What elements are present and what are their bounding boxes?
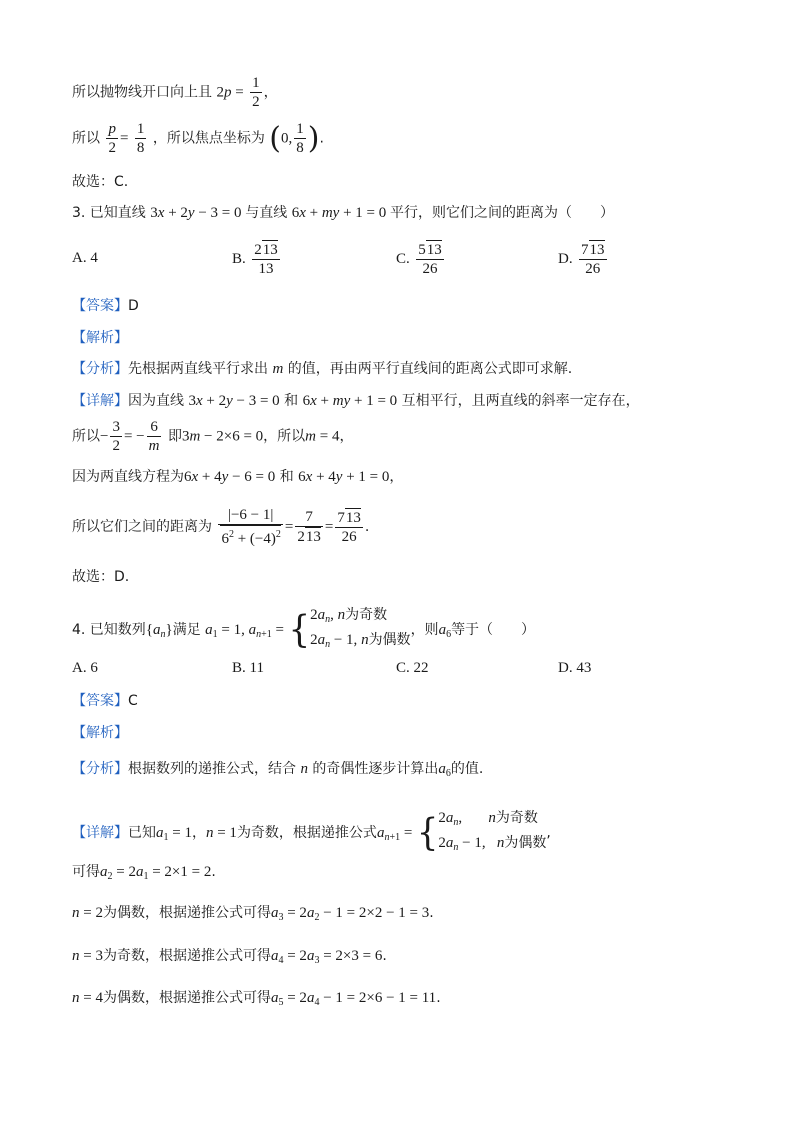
text: 可得 <box>72 864 100 880</box>
text: 的值，再由两平行直线间的距离公式即可求解. <box>287 361 573 377</box>
text: ，所以焦点坐标为 <box>152 130 265 147</box>
answer-value: C <box>128 693 138 709</box>
analysis-line: 【分析】先根据两直线平行求出 m 的值，再由两平行直线间的距离公式即可求解. <box>72 361 573 377</box>
answer-value: D <box>128 298 139 314</box>
detail-line: 【详解】因为直线 3x + 2y − 3 = 0 和 6x + my + 1 = 0 互相平行，且两直线的斜率一定存在， <box>72 393 640 409</box>
text: 为偶数，根据递推公式可得 <box>102 905 271 921</box>
text: 因为两直线方程为 <box>72 469 184 485</box>
jiexi-label: 【解析】 <box>72 725 128 741</box>
text-line: 所以抛物线开口向上且 2p = $\frac{1}{2}$ ， <box>72 75 278 110</box>
option-b: B. 11 <box>232 660 264 676</box>
text-line: n = 4为偶数，根据递推公式可得$a_5 = 2a_4 - 1 = 2\times 6 - 1 = 11$. <box>72 990 441 1008</box>
option-c: C. $\frac{513}{26}$ <box>396 242 442 277</box>
text: 所以 <box>72 130 100 147</box>
text: 为偶数，根据递推公式可得 <box>102 990 271 1006</box>
fraction: $\frac{1}{8}$ <box>296 121 304 156</box>
jiexi-line <box>72 328 128 348</box>
text: 所以抛物线开口向上且 <box>72 84 212 101</box>
text: 所以 <box>72 428 100 445</box>
question-3: 3. 已知直线 3x + 2y − 3 = 0 与直线 6x + my + 1 = 0 平行，则它们之间的距离为（ ） <box>72 205 615 221</box>
detail-label: 【详解】 <box>72 825 128 841</box>
text: 根据数列的递推公式，结合 <box>128 761 296 777</box>
fraction: $\frac{1}{2}$ <box>252 75 260 110</box>
question-4: 4. 已知数列$\{a_n\}$满足 $a_1 = 1$, $a_{n+1}$ = { $2a_n$, n为奇数 $2a_n - 1$, n为偶数 ，则$a_6$等于（ ） <box>72 607 536 652</box>
fraction: $\frac{p}{2}$ <box>108 121 116 156</box>
jiexi-line <box>72 723 128 743</box>
fraction: $\frac{1}{8}$ <box>136 121 145 156</box>
text-line: 可得$a_2 = 2a_1 = 2\times 1 = 2$. <box>72 864 216 882</box>
text: 先根据两直线平行求出 <box>128 361 268 377</box>
option-c: C. 22 <box>396 660 429 676</box>
jiexi-label: 【解析】 <box>72 330 128 346</box>
text-line: 故选：C. <box>72 174 129 190</box>
text: 已知 <box>128 825 156 841</box>
analysis-label: 【分析】 <box>72 361 128 377</box>
text: 为奇数，根据递推公式 <box>236 825 377 841</box>
detail-label: 【详解】 <box>72 393 128 409</box>
option-a: A. 6 <box>72 660 98 676</box>
text: 的奇偶性逐步计算出 <box>312 761 439 777</box>
text-line: 所以它们之间的距离为 $\frac{|-6 - 1|}{6^2 + (-4)^2}$ = $\frac{7}{213}$ = $\frac{713}{26}$ . <box>72 507 370 547</box>
text: ，所以 <box>263 428 306 445</box>
analysis-label: 【分析】 <box>72 761 128 777</box>
text-line: 所以− $\frac{3}{2}$ = − $\frac{6}{m}$ 即3m − 2×6 = 0，所以m = 4， <box>72 419 354 454</box>
option-a: A. 4 <box>72 250 98 266</box>
text-line: 故选：D. <box>72 569 130 585</box>
analysis-line: 【分析】根据数列的递推公式，结合 n 的奇偶性逐步计算出$a_6$的值. <box>72 761 484 779</box>
option-b: B. $\frac{213}{13}$ <box>232 242 278 277</box>
text: ，则 <box>410 622 439 638</box>
text: 和 <box>279 469 294 485</box>
text: 因为直线 <box>128 393 184 409</box>
text: 与直线 <box>245 205 288 221</box>
text: 为奇数，根据递推公式可得 <box>102 948 271 964</box>
answer-label: 【答案】 <box>72 298 128 314</box>
text: 即 <box>167 428 182 445</box>
option-d: D. $\frac{713}{26}$ <box>558 242 605 277</box>
text: 的值. <box>450 761 484 777</box>
text-line: 所以 $\frac{p}{2}$ = $\frac{1}{8}$ ，所以焦点坐标为 (0, $\frac{1}{8}$ ). <box>72 120 324 156</box>
text: 互相平行，且两直线的斜率一定存在， <box>401 393 640 409</box>
text: 平行，则它们之间的距离为（ ） <box>390 205 615 221</box>
text-line: 因为两直线方程为6x + 4y − 6 = 0 和 6x + 4y + 1 = 0， <box>72 469 404 485</box>
text-line: n = 3为奇数，根据递推公式可得$a_4 = 2a_3 = 2\times 3 = 6$. <box>72 948 387 966</box>
text: 所以它们之间的距离为 <box>72 519 212 535</box>
option-d: D. 43 <box>558 660 592 676</box>
text: 3. 已知直线 <box>72 205 146 221</box>
text-line: n = 2为偶数，根据递推公式可得$a_3 = 2a_2 - 1 = 2\times 2 - 1 = 3$. <box>72 905 434 923</box>
text: 满足 <box>172 622 201 638</box>
text: 等于（ ） <box>451 622 536 638</box>
answer-label: 【答案】 <box>72 693 128 709</box>
answer-line <box>72 296 139 316</box>
answer-line <box>72 691 138 711</box>
detail-line: 【详解】已知$a_1 = 1$，n = 1为奇数，根据递推公式$a_{n+1}$ = { $2a_n$, n为奇数 $2a_n - 1$, n为偶数 , <box>72 810 551 855</box>
text: 和 <box>284 393 299 409</box>
math: 2p = <box>216 84 244 101</box>
text: 4. 已知数列 <box>72 622 146 638</box>
